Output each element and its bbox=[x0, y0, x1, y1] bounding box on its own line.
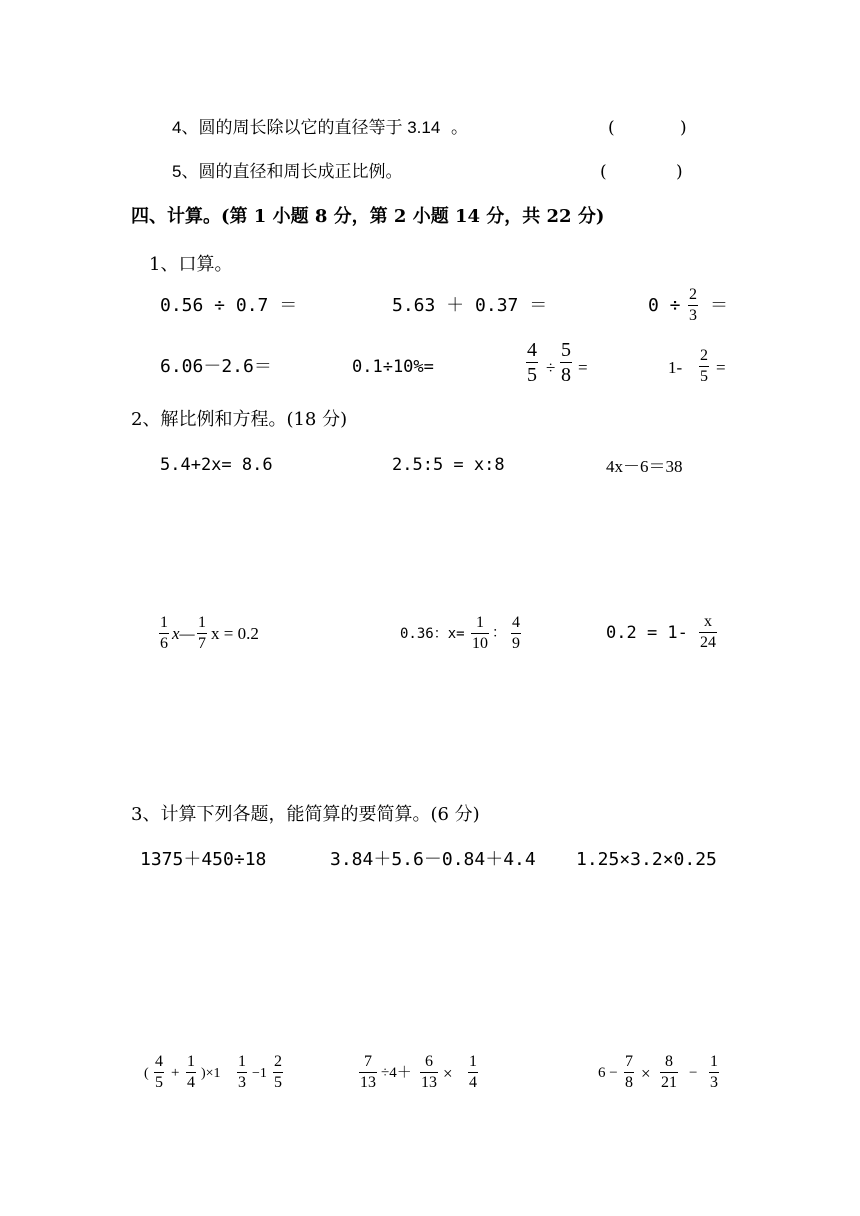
equation-1: 5.4+2x= 8.6 bbox=[160, 455, 273, 475]
oral-expr-3-post: ＝ bbox=[710, 295, 728, 316]
fraction-denominator: 8 bbox=[561, 364, 571, 386]
equation-3: 4x－6＝38 bbox=[606, 457, 683, 476]
fraction-denominator: 4 bbox=[187, 1074, 195, 1091]
calc-expr-6-fraction-c bbox=[709, 1054, 719, 1091]
fraction-denominator: 5 bbox=[155, 1074, 163, 1091]
calc-expr-4-fraction-c bbox=[237, 1054, 247, 1091]
fraction-denominator: 24 bbox=[700, 634, 716, 651]
fraction-numerator: 2 bbox=[274, 1053, 282, 1070]
oral-expr-6-fraction-a bbox=[526, 340, 538, 385]
equation-5-colon: ： bbox=[492, 626, 506, 641]
equation-6-pre: 0.2 = 1- bbox=[606, 623, 688, 643]
fraction-numerator: 1 bbox=[198, 614, 206, 631]
calc-expr-5-mid: ÷4＋ bbox=[381, 1065, 412, 1081]
fraction-bar bbox=[526, 362, 538, 363]
oral-calc-title: 1、口算。 bbox=[149, 254, 233, 275]
fraction-denominator: 5 bbox=[700, 368, 708, 385]
calc-expr-4-minus: −1 bbox=[252, 1066, 267, 1081]
calc-expr-4-plus: + bbox=[171, 1065, 180, 1081]
equation-6-fraction bbox=[699, 614, 717, 651]
fraction-bar bbox=[159, 633, 169, 634]
fraction-bar bbox=[709, 1072, 719, 1073]
oral-expr-7-fraction bbox=[699, 348, 709, 385]
equation-5-fraction-b bbox=[511, 615, 521, 652]
fraction-denominator: 8 bbox=[625, 1074, 633, 1091]
fraction-denominator: 13 bbox=[360, 1074, 376, 1091]
fraction-numerator: 2 bbox=[689, 286, 697, 303]
judge-question-4-end: 。 bbox=[451, 118, 469, 137]
fraction-bar bbox=[359, 1072, 377, 1073]
fraction-numerator: 8 bbox=[665, 1053, 673, 1070]
fraction-bar bbox=[186, 1072, 196, 1073]
equation-2: 2.5:5 = x:8 bbox=[392, 455, 505, 475]
answer-paren-open-5: ( bbox=[600, 162, 607, 182]
answer-paren-close-4: ) bbox=[680, 118, 687, 138]
fraction-denominator: 3 bbox=[238, 1074, 246, 1091]
judge-question-5: 5、圆的直径和周长成正比例。 bbox=[172, 162, 403, 181]
calc-expr-6-minus: − bbox=[689, 1065, 698, 1081]
calc-expr-2: 3.84＋5.6－0.84＋4.4 bbox=[330, 849, 536, 870]
calc-expr-4-open: ( bbox=[144, 1066, 149, 1081]
fraction-bar bbox=[560, 362, 572, 363]
calc-expr-3: 1.25×3.2×0.25 bbox=[576, 849, 717, 870]
equation-4-x: x— bbox=[172, 624, 195, 643]
fraction-bar bbox=[154, 1072, 164, 1073]
fraction-bar bbox=[699, 632, 717, 633]
fraction-denominator: 3 bbox=[689, 307, 697, 324]
oral-expr-6-operator: ÷ bbox=[546, 358, 556, 377]
fraction-numerator: 1 bbox=[160, 614, 168, 631]
fraction-denominator: 4 bbox=[469, 1074, 477, 1091]
fraction-denominator: 13 bbox=[421, 1074, 437, 1091]
oral-expr-7-pre: 1- bbox=[668, 358, 683, 377]
calc-expr-6-fraction-b bbox=[660, 1054, 678, 1091]
answer-paren-open-4: ( bbox=[608, 118, 615, 138]
fraction-denominator: 3 bbox=[710, 1074, 718, 1091]
fraction-bar bbox=[471, 633, 489, 634]
fraction-numerator: 4 bbox=[155, 1053, 163, 1070]
calc-expr-5-fraction-a bbox=[359, 1054, 377, 1091]
calc-expr-6-fraction-a bbox=[624, 1054, 634, 1091]
calc-expr-6-times: × bbox=[641, 1064, 651, 1083]
equations-title: 2、解比例和方程。(18 分) bbox=[131, 409, 348, 430]
calc-expr-5-fraction-b bbox=[420, 1054, 438, 1091]
oral-expr-6-fraction-b bbox=[560, 340, 572, 385]
oral-expr-1: 0.56 ÷ 0.7 ＝ bbox=[160, 295, 298, 316]
fraction-denominator: 7 bbox=[198, 635, 206, 652]
oral-expr-3-fraction bbox=[688, 287, 698, 324]
fraction-numerator: 2 bbox=[700, 347, 708, 364]
calc-expr-1: 1375＋450÷18 bbox=[140, 849, 267, 870]
equation-5-pre: 0.36：x= bbox=[400, 626, 465, 642]
fraction-bar bbox=[237, 1072, 247, 1073]
equation-4-fraction-b bbox=[197, 615, 207, 652]
oral-expr-3-pre: 0 ÷ bbox=[648, 295, 681, 316]
fraction-bar bbox=[660, 1072, 678, 1073]
oral-expr-7-post: = bbox=[716, 358, 726, 377]
oral-expr-4: 6.06－2.6＝ bbox=[160, 356, 272, 377]
oral-expr-2: 5.63 ＋ 0.37 ＝ bbox=[392, 295, 548, 316]
equation-4-fraction-a bbox=[159, 615, 169, 652]
fraction-numerator: 4 bbox=[512, 614, 520, 631]
fraction-numerator: 1 bbox=[476, 614, 484, 631]
fraction-denominator: 9 bbox=[512, 635, 520, 652]
calc-expr-4-close: )×1 bbox=[201, 1066, 221, 1081]
fraction-denominator: 5 bbox=[527, 364, 537, 386]
fraction-bar bbox=[273, 1072, 283, 1073]
judge-question-4-value: 3.14 bbox=[407, 118, 441, 137]
section-heading-calculation: 四、计算。(第 1 小题 8 分，第 2 小题 14 分，共 22 分) bbox=[131, 206, 605, 227]
fraction-bar bbox=[624, 1072, 634, 1073]
fraction-numerator: 7 bbox=[364, 1053, 372, 1070]
fraction-numerator: 7 bbox=[625, 1053, 633, 1070]
fraction-numerator: 4 bbox=[527, 339, 537, 361]
oral-expr-5: 0.1÷10%= bbox=[352, 357, 434, 377]
fraction-bar bbox=[688, 305, 698, 306]
fraction-numerator: 5 bbox=[561, 339, 571, 361]
fraction-bar bbox=[197, 633, 207, 634]
fraction-bar bbox=[420, 1072, 438, 1073]
fraction-denominator: 5 bbox=[274, 1074, 282, 1091]
calc-expr-4-fraction-b bbox=[186, 1054, 196, 1091]
fraction-numerator: 1 bbox=[238, 1053, 246, 1070]
calc-title: 3、计算下列各题，能简算的要简算。(6 分) bbox=[131, 804, 480, 825]
fraction-denominator: 10 bbox=[472, 635, 488, 652]
calc-expr-4-fraction-a bbox=[154, 1054, 164, 1091]
judge-question-4-text: 4、圆的周长除以它的直径等于 bbox=[172, 118, 403, 137]
equation-5-fraction-a bbox=[471, 615, 489, 652]
answer-paren-close-5: ) bbox=[676, 162, 683, 182]
equation-4-post: x = 0.2 bbox=[211, 624, 259, 643]
calc-expr-6-pre: 6 − bbox=[598, 1065, 618, 1081]
fraction-numerator: 1 bbox=[469, 1053, 477, 1070]
fraction-denominator: 6 bbox=[160, 635, 168, 652]
fraction-denominator: 21 bbox=[661, 1074, 677, 1091]
fraction-bar bbox=[699, 366, 709, 367]
calc-expr-4-fraction-d bbox=[273, 1054, 283, 1091]
fraction-bar bbox=[468, 1072, 478, 1073]
calc-expr-5-times: × bbox=[443, 1064, 453, 1083]
fraction-numerator: x bbox=[704, 613, 712, 630]
oral-expr-6-post: = bbox=[578, 358, 588, 377]
fraction-numerator: 6 bbox=[425, 1053, 433, 1070]
calc-expr-5-fraction-c bbox=[468, 1054, 478, 1091]
judge-question-4 bbox=[172, 119, 468, 136]
fraction-bar bbox=[511, 633, 521, 634]
fraction-numerator: 1 bbox=[710, 1053, 718, 1070]
fraction-numerator: 1 bbox=[187, 1053, 195, 1070]
